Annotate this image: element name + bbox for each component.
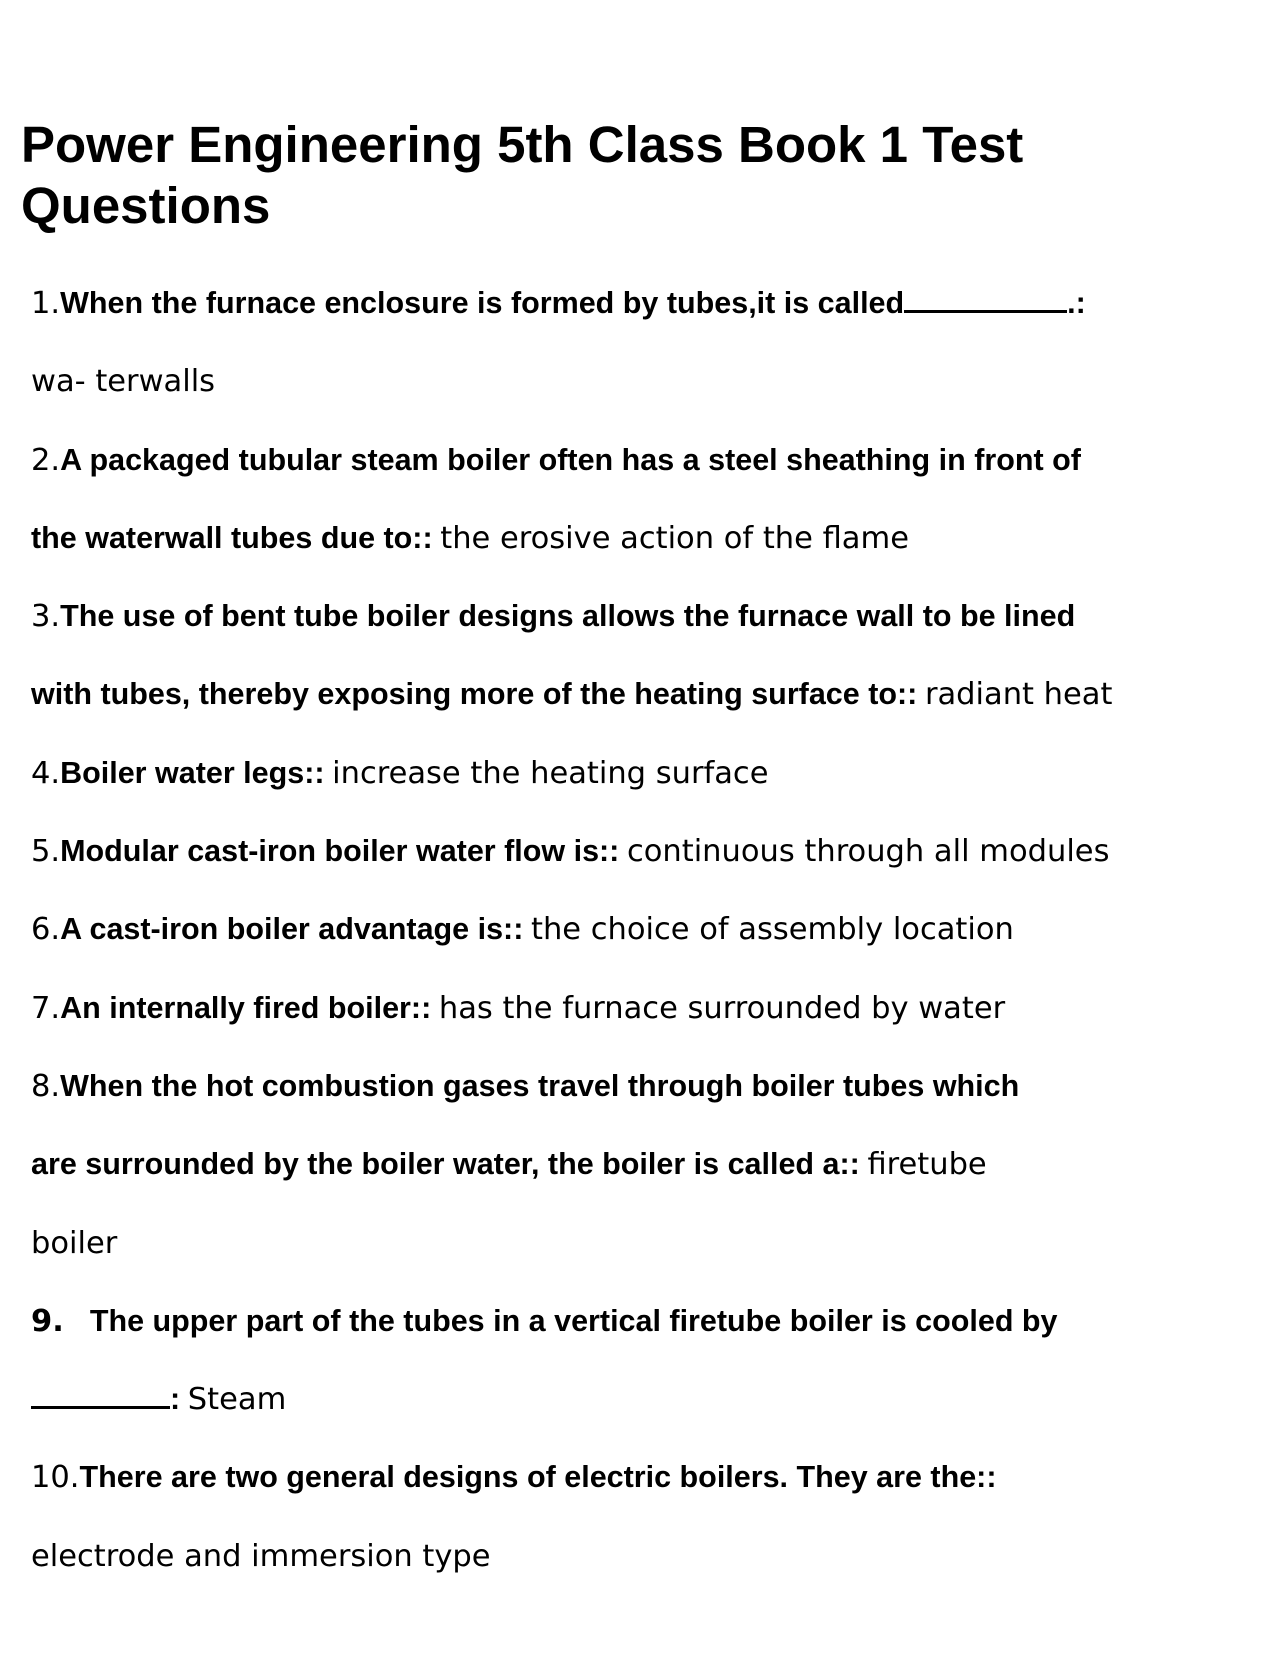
answer-8-part1: firetube: [867, 1147, 987, 1183]
answer-5: continuous through all modules: [626, 834, 1110, 870]
question-8-text-line1: When the hot combustion gases travel through boiler tubes which: [60, 1068, 1020, 1103]
question-7: [31, 969, 1261, 1047]
question-9: [31, 1282, 1261, 1360]
question-1-text: When the furnace enclosure is formed by tubes,it is called: [60, 286, 905, 320]
question-2-continued: [31, 499, 1261, 577]
question-4-number: 4.: [31, 755, 61, 791]
question-10-text: There are two general designs of electric boilers. They are the::: [79, 1460, 997, 1495]
question-6-text: A cast-iron boiler advantage is::: [60, 912, 524, 947]
answer-6: the choice of assembly location: [530, 912, 1014, 948]
question-1-number: 1.: [31, 286, 61, 321]
answer-2: the erosive action of the flame: [440, 520, 909, 556]
answer-1: wa- terwalls: [31, 364, 216, 400]
question-5-text: Modular cast-iron boiler water flow is::: [60, 834, 620, 869]
question-2-number: 2.: [31, 442, 61, 478]
question-3-continued: [31, 655, 1261, 733]
answer-3: radiant heat: [924, 677, 1113, 713]
question-1-suffix: .:: [1067, 286, 1086, 320]
question-4: [31, 734, 1261, 812]
document-title: Power Engineering 5th Class Book 1 Test Questions: [21, 116, 1024, 234]
question-9-continued: [31, 1360, 1261, 1438]
question-9-number: 9.: [31, 1303, 64, 1339]
question-3-number: 3.: [31, 599, 61, 635]
question-8-number: 8.: [31, 1068, 61, 1104]
question-10-number: 10.: [31, 1460, 80, 1496]
question-3: [31, 577, 1261, 655]
question-3-text-line2: with tubes, thereby exposing more of the heating surface to::: [31, 677, 918, 712]
answer-4: increase the heating surface: [332, 755, 769, 791]
answer-9: Steam: [187, 1382, 287, 1418]
question-2-text-line1: A packaged tubular steam boiler often has a steel sheathing in front of: [60, 442, 1081, 477]
answer-1-line: [31, 342, 1261, 420]
answer-10: electrode and immersion type: [31, 1538, 491, 1574]
question-list: [31, 264, 1261, 1595]
question-8-continued: [31, 1125, 1261, 1203]
answer-7: has the furnace surrounded by water: [438, 990, 1006, 1026]
question-2-text-line2: the waterwall tubes due to::: [31, 520, 433, 555]
question-9-blank: [31, 1382, 170, 1409]
answer-10-line: [31, 1517, 1261, 1595]
question-9-text-line1: The upper part of the tubes in a vertical firetube boiler is cooled by: [89, 1303, 1058, 1338]
answer-8-part2: boiler: [31, 1225, 118, 1261]
question-6: [31, 890, 1261, 968]
question-6-number: 6.: [31, 912, 61, 948]
question-5-number: 5.: [31, 834, 61, 870]
question-10: [31, 1438, 1261, 1516]
question-8: [31, 1047, 1261, 1125]
question-1: [31, 264, 1261, 342]
question-9-suffix: :: [170, 1382, 181, 1417]
question-5: [31, 812, 1261, 890]
answer-8-continued: [31, 1204, 1261, 1282]
question-3-text-line1: The use of bent tube boiler designs allows the furnace wall to be lined: [60, 599, 1076, 634]
question-2: [31, 421, 1261, 499]
question-8-text-line2: are surrounded by the boiler water, the boiler is called a::: [31, 1147, 860, 1182]
question-1-blank: [904, 286, 1067, 313]
question-7-number: 7.: [31, 990, 61, 1026]
question-7-text: An internally fired boiler::: [60, 990, 432, 1025]
question-4-text: Boiler water legs::: [60, 755, 325, 790]
